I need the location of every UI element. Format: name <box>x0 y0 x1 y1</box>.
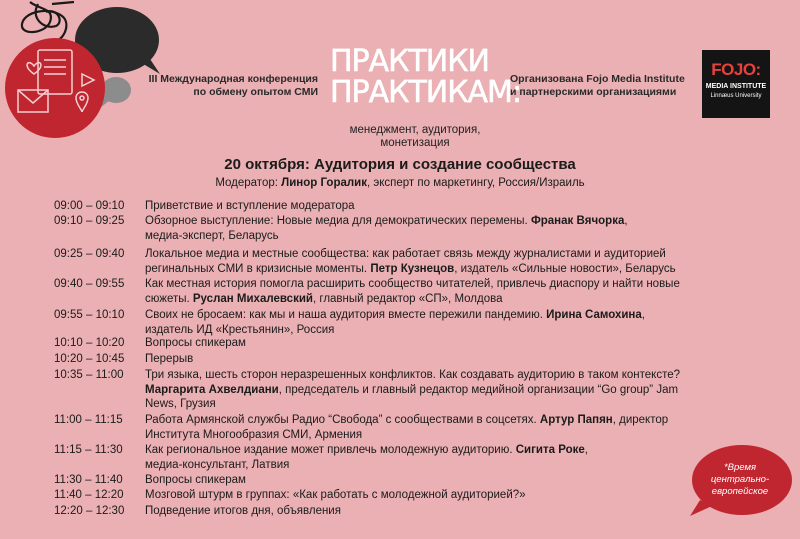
schedule-description <box>145 443 745 472</box>
note-line: европейское <box>711 486 769 497</box>
session-text: сюжеты. <box>145 292 193 305</box>
schedule-time: 09:40 – 09:55 <box>54 278 125 290</box>
schedule-time: 09:55 – 10:10 <box>54 309 125 321</box>
session-text: Мозговой штурм в группах: «Как работать с молодежной аудиторией?» <box>145 489 526 501</box>
schedule-time: 11:30 – 11:40 <box>54 474 123 486</box>
schedule-description <box>145 336 745 351</box>
speaker-role: издатель ИД «Крестьянин», Россия <box>145 323 335 336</box>
logo-subtitle <box>330 124 500 150</box>
conference-line: III Международная конференция <box>148 73 318 85</box>
fojo-logo-subtitle: MEDIA INSTITUTE <box>705 83 767 90</box>
session-text: Приветствие и вступление модератора <box>145 200 355 212</box>
speaker-role: , главный редактор «СП», Молдова <box>312 292 503 305</box>
schedule-description <box>145 214 745 243</box>
session-text: Работа Армянской службы Радио “Свобода” с сообществами в соцсетях. <box>145 414 540 426</box>
speaker-role: медиа-эксперт, Беларусь <box>145 229 279 242</box>
session-text: , <box>641 309 645 321</box>
speaker-role: Института Многообразия СМИ, Армения <box>145 428 363 441</box>
logo-subtitle-line: монетизация <box>380 137 450 149</box>
session-text: Подведение итогов дня, объявления <box>145 505 341 517</box>
logo-subtitle-line: менеджмент, аудитория, <box>349 124 481 136</box>
moderator-name: Линор Горалик <box>281 177 367 189</box>
speaker-name: Сигита Роке <box>515 444 585 456</box>
speaker-name: Руслан Михалевский <box>192 292 313 305</box>
speaker-name: Артур Папян <box>539 414 613 426</box>
schedule-description <box>145 352 745 367</box>
fojo-logo-university: Linnæus University <box>710 93 762 99</box>
schedule-time: 09:00 – 09:10 <box>54 200 125 212</box>
red-badge-circle <box>5 38 105 138</box>
logo-line: ПРАКТИКИ <box>330 44 489 79</box>
logo-line: ПРАКТИКАМ: <box>330 75 522 110</box>
session-text: Своих не бросаем: как мы и наша аудитория вместе пережили пандемию. <box>145 309 547 321</box>
speaker-name: Франак Вячорка <box>530 215 625 227</box>
session-text: Как местная история помогла расширить сообщество читателей, привлечь диаспору и найти новые <box>145 278 680 290</box>
speaker-role: , председатель и главный редактор медийной организации “Go group” Jam <box>278 383 679 396</box>
speaker-name: Ирина Самохина <box>546 309 642 321</box>
schedule-description <box>145 488 745 503</box>
schedule-description <box>145 368 745 412</box>
session-text: Обзорное выступление: Новые медиа для демократических перемены. <box>145 215 531 227</box>
conference-line: по обмену опытом СМИ <box>193 86 318 98</box>
scribble-icon <box>22 2 74 40</box>
conference-logo <box>330 44 522 110</box>
schedule-time: 11:15 – 11:30 <box>54 444 123 456</box>
organizer-line: и партнерскими организациями <box>510 86 677 98</box>
session-text: Перерыв <box>145 353 194 365</box>
schedule-time: 11:00 – 11:15 <box>54 414 123 426</box>
speaker-role: News, Грузия <box>145 398 216 410</box>
organizer-info <box>510 73 700 99</box>
schedule-description <box>145 504 745 519</box>
moderator-line <box>0 177 800 189</box>
speaker-role: , издатель «Сильные новости», Беларусь <box>454 262 676 275</box>
schedule-time: 10:35 – 11:00 <box>54 369 124 381</box>
schedule-description <box>145 199 745 214</box>
speaker-name: Маргарита Ахвелдиани <box>145 383 279 396</box>
fojo-logo <box>702 50 770 118</box>
session-text: Вопросы спикерам <box>145 337 246 349</box>
speaker-name: Петр Кузнецов <box>370 262 455 275</box>
schedule-time: 10:20 – 10:45 <box>54 353 125 365</box>
schedule-time: 10:10 – 10:20 <box>54 337 125 349</box>
session-text: Вопросы спикерам <box>145 474 246 486</box>
session-text: , <box>624 215 628 227</box>
session-text: Локальное медиа и местные сообщества: как работает связь между журналистами и аудиторией <box>145 248 666 260</box>
organizer-line: Организована Fojo Media Institute <box>510 73 685 85</box>
schedule-description <box>145 308 745 337</box>
session-text: , <box>584 444 588 456</box>
moderator-label: Модератор: <box>215 177 278 189</box>
session-text: Три языка, шесть сторон неразрешенных конфликтов. Как создавать аудиторию в таком контексте? <box>145 369 681 381</box>
schedule-time: 12:20 – 12:30 <box>54 505 125 517</box>
schedule-description <box>145 247 745 276</box>
note-line: центрально- <box>710 474 770 485</box>
session-text: регинальных СМИ в кризисные моменты. <box>145 262 371 275</box>
session-text: Как региональное издание может привлечь молодежную аудиторию. <box>145 444 516 456</box>
timezone-note <box>700 462 780 498</box>
speaker-role: медиа-консультант, Латвия <box>145 458 290 471</box>
moderator-role: , эксперт по маркетингу, Россия/Израиль <box>367 177 585 189</box>
day-title: 20 октября: Аудитория и создание сообщества <box>224 156 576 173</box>
note-line: *Время <box>723 462 757 473</box>
schedule-description <box>145 473 745 488</box>
schedule-time: 09:25 – 09:40 <box>54 248 125 260</box>
conference-info <box>128 73 318 99</box>
schedule-time: 09:10 – 09:25 <box>54 215 125 227</box>
schedule-description <box>145 413 745 442</box>
fojo-logo-title: FOJO: <box>711 60 761 79</box>
schedule-description <box>145 277 745 306</box>
session-text: , директор <box>612 414 669 426</box>
schedule-time: 11:40 – 12:20 <box>54 489 124 501</box>
